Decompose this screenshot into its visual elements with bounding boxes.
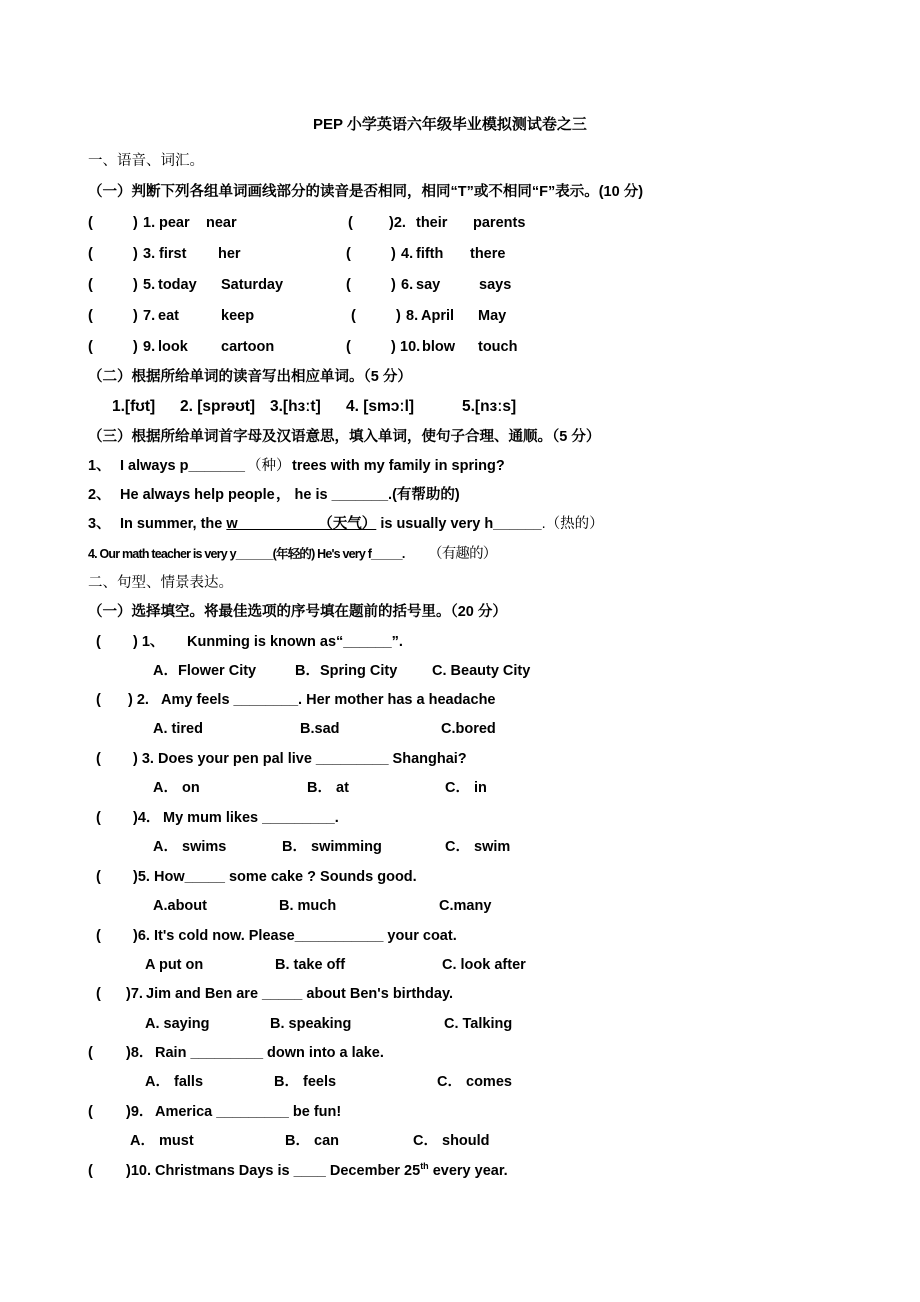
answer-bracket-open[interactable]: ( xyxy=(88,246,93,262)
option-b[interactable]: B. speaking xyxy=(270,1016,352,1032)
option-a[interactable]: A．Flower City xyxy=(153,663,257,679)
answer-bracket-open[interactable]: ( xyxy=(96,751,101,767)
option-c[interactable]: C． in xyxy=(445,780,487,796)
answer-bracket-open[interactable]: ( xyxy=(346,339,351,355)
answer-bracket-open[interactable]: ( xyxy=(348,215,353,231)
option-a[interactable]: A put on xyxy=(145,957,204,973)
option-a[interactable]: A. tired xyxy=(153,721,203,737)
option-a[interactable]: A． must xyxy=(130,1133,194,1149)
option-a[interactable]: A.about xyxy=(153,898,207,914)
answer-bracket-open[interactable]: ( xyxy=(88,339,93,355)
option-b[interactable]: B. much xyxy=(279,898,337,914)
answer-bracket-close[interactable]: ) xyxy=(133,246,138,262)
option-c[interactable]: C.bored xyxy=(441,721,496,737)
answer-bracket-open[interactable]: ( xyxy=(88,277,93,293)
answer-bracket-open[interactable]: ( xyxy=(346,277,351,293)
answer-blank[interactable]: p_______ xyxy=(179,458,245,474)
option-a[interactable]: A. saying xyxy=(145,1016,210,1032)
answer-bracket-close[interactable]: ) xyxy=(391,246,396,262)
option-c[interactable]: C. Talking xyxy=(444,1016,513,1032)
option-c[interactable]: C． comes xyxy=(437,1074,512,1090)
option-b[interactable]: B． feels xyxy=(274,1074,337,1090)
option-c[interactable]: C. Beauty City xyxy=(432,663,531,679)
answer-bracket-close[interactable]: ) xyxy=(133,339,138,355)
option-c[interactable]: C. look after xyxy=(442,957,526,973)
answer-blank[interactable]: w__________（天气） xyxy=(226,516,377,532)
option-c[interactable]: C． should xyxy=(413,1133,490,1149)
answer-bracket-open[interactable]: ( xyxy=(351,308,356,324)
answer-bracket-close[interactable]: ) xyxy=(396,308,401,324)
option-c[interactable]: C.many xyxy=(439,898,492,914)
answer-bracket-open[interactable]: ( xyxy=(88,215,93,231)
answer-bracket-close[interactable]: ) xyxy=(133,308,138,324)
option-a[interactable]: A． swims xyxy=(153,839,227,855)
answer-bracket-close[interactable]: ) xyxy=(391,277,396,293)
option-b[interactable]: B． at xyxy=(307,780,349,796)
answer-bracket-close[interactable]: ) xyxy=(391,339,396,355)
option-b[interactable]: B． can xyxy=(285,1133,339,1149)
answer-bracket-open[interactable]: ( xyxy=(96,928,101,944)
answer-bracket-close[interactable]: ) xyxy=(133,277,138,293)
answer-bracket-open[interactable]: ( xyxy=(346,246,351,262)
answer-bracket-open[interactable]: ( xyxy=(96,634,101,650)
answer-blank[interactable]: h______ xyxy=(484,516,542,532)
answer-bracket-open[interactable]: ( xyxy=(96,810,101,826)
option-b[interactable]: B． swimming xyxy=(282,839,382,855)
answer-bracket-open[interactable]: ( xyxy=(96,692,101,708)
answer-bracket-open[interactable]: ( xyxy=(88,1104,93,1120)
answer-bracket-open[interactable]: ( xyxy=(88,1163,93,1179)
answer-bracket-open[interactable]: ( xyxy=(88,308,93,324)
answer-bracket-open[interactable]: ( xyxy=(88,1045,93,1061)
option-c[interactable]: C． swim xyxy=(445,839,511,855)
answer-bracket-close[interactable]: ) xyxy=(133,215,138,231)
option-b[interactable]: B. take off xyxy=(275,957,346,973)
answer-bracket-open[interactable]: ( xyxy=(96,869,101,885)
option-b[interactable]: B．Spring City xyxy=(295,663,398,679)
option-a[interactable]: A． falls xyxy=(145,1074,204,1090)
option-a[interactable]: A． on xyxy=(153,780,200,796)
answer-bracket-open[interactable]: ( xyxy=(96,986,101,1002)
option-b[interactable]: B.sad xyxy=(300,721,340,737)
